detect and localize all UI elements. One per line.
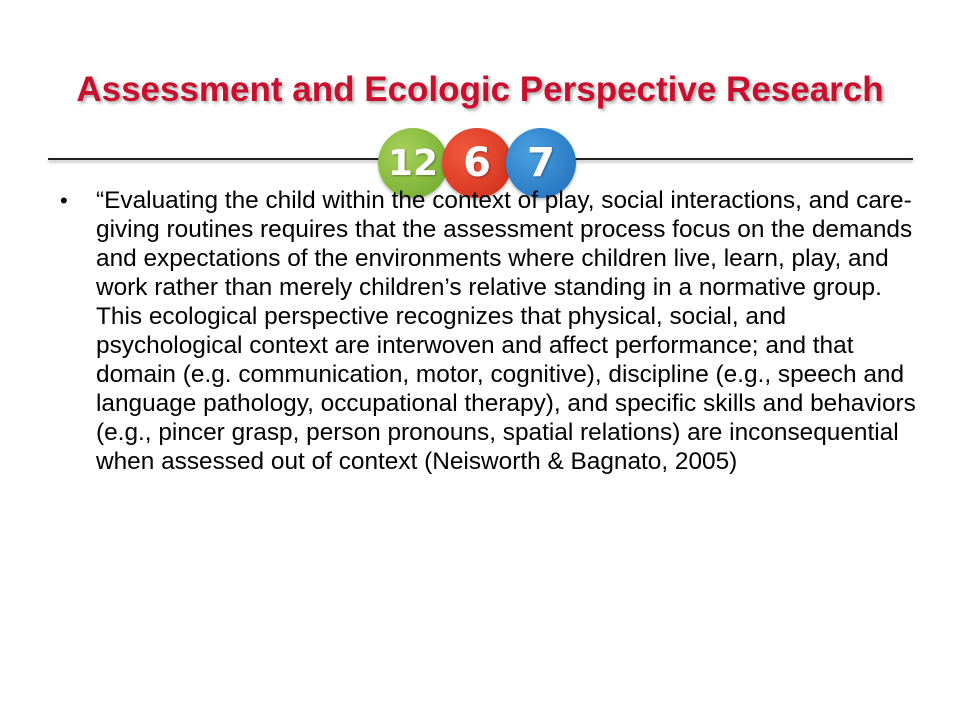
bullet-icon: • [60, 188, 68, 213]
slide-body [60, 186, 920, 476]
logo-circle-label: 6 [463, 140, 491, 186]
logo-circle-label: 7 [527, 140, 555, 186]
bullet-item [60, 186, 920, 476]
bullet-text: “Evaluating the child within the context of play, social interactions, and care-giving routines requires that the assessment process focus on the demands and expectations of the environments where children live, learn, play, and work rather than merely children’s relative standing in a normative group. This ecological perspective recognizes that physical, social, and psychological context are interwoven and affect performance; and that domain (e.g. communication, motor, cognitive), discipline (e.g., speech and language pathology, occupational therapy), and specific skills and behaviors (e.g., pincer grasp, person pronouns, spatial relations) are inconsequential when assessed out of context (Neisworth & Bagnato, 2005) [96, 187, 916, 475]
slide-title: Assessment and Ecologic Perspective Research [76, 70, 884, 109]
logo-circle-label: 12 [387, 142, 439, 184]
